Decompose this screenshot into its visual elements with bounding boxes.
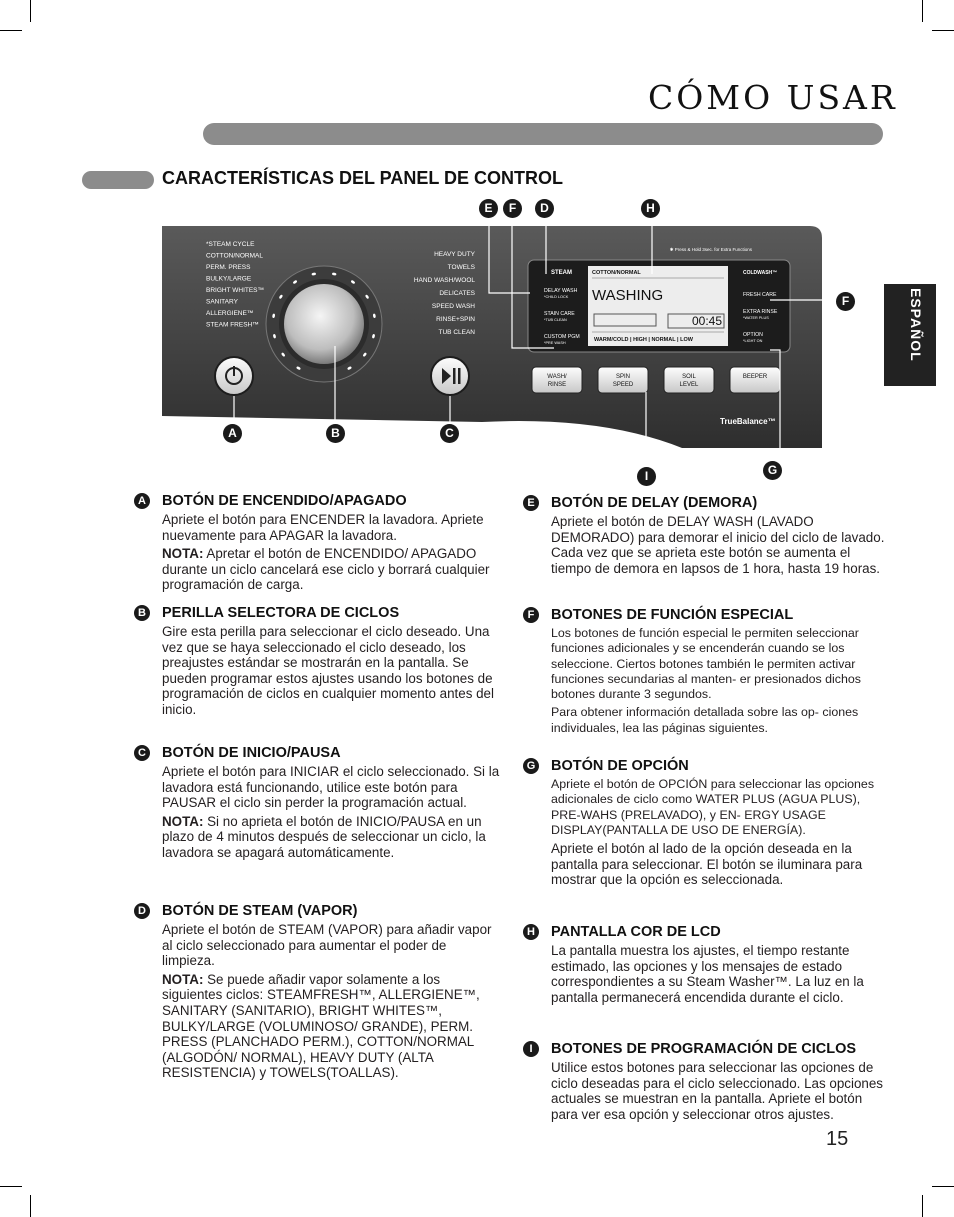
callout-i: I xyxy=(637,467,656,486)
callout-c: C xyxy=(440,424,459,443)
item-heading: BOTÓN DE STEAM (VAPOR) xyxy=(162,903,358,919)
item-letter-badge: A xyxy=(134,493,150,509)
callout-a: A xyxy=(223,424,242,443)
callout-f-top: F xyxy=(503,199,522,218)
svg-text:00:45: 00:45 xyxy=(692,314,723,328)
item-f xyxy=(527,607,891,739)
item-letter-badge: H xyxy=(523,924,539,940)
item-h xyxy=(527,924,891,1008)
svg-text:DELAY WASH*CHILD LOCKSTAIN CAR: DELAY WASH *CHILD LOCK STAIN CARE *TUB CLEAN CUSTOM PGM *PRE WASH xyxy=(544,288,580,345)
svg-text:TrueBalance™: TrueBalance™ xyxy=(720,417,776,426)
svg-text:FRESH CAREEXTRA RINSE*WATER PL: FRESH CARE EXTRA RINSE *WATER PLUS OPTION *LIGHT ON xyxy=(743,292,778,343)
svg-text:WASHING: WASHING xyxy=(592,287,664,304)
item-heading: BOTONES DE PROGRAMACIÓN DE CICLOS xyxy=(551,1041,857,1057)
item-heading: BOTONES DE FUNCIÓN ESPECIAL xyxy=(551,607,794,623)
item-paragraph: Apriete el botón al lado de la opción deseada en la pantalla para seleccionar. El botón se iluminara para mostrar que la opción es seleccionada. xyxy=(551,841,863,888)
page-title: CÓMO USAR xyxy=(648,78,898,117)
section-title: CARACTERÍSTICAS DEL PANEL DE CONTROL xyxy=(162,168,564,188)
item-heading: BOTÓN DE INICIO/PAUSA xyxy=(162,745,341,761)
item-letter-badge: E xyxy=(523,495,539,511)
callout-g: G xyxy=(763,461,782,480)
item-paragraph: Apriete el botón de OPCIÓN para seleccionar las opciones adicionales de ciclo como WATER PLUS (AGUA PLUS), PRE-WAHS (PRELAVADO), y EN- ERGY USAGE DISPLAY(PANTALLA DE USO DE ENERGÍA). xyxy=(551,777,875,837)
svg-text:COTTON/NORMAL: COTTON/NORMAL xyxy=(592,270,641,276)
item-letter-badge: G xyxy=(523,758,539,774)
item-a xyxy=(138,493,502,596)
header-bar xyxy=(203,123,883,145)
item-i xyxy=(529,1041,891,1125)
item-paragraph: NOTA: Apretar el botón de ENCENDIDO/ APAGADO durante un ciclo cancelará ese ciclo y borrará cualquier programación de carga. xyxy=(162,546,490,593)
item-heading: BOTÓN DE DELAY (DEMORA) xyxy=(551,495,758,511)
item-heading: PERILLA SELECTORA DE CICLOS xyxy=(162,605,400,621)
item-heading: BOTÓN DE OPCIÓN xyxy=(551,758,689,774)
svg-text:STEAM: STEAM xyxy=(551,270,572,276)
language-tab: ESPAÑOL xyxy=(884,284,936,386)
item-paragraph: Apriete el botón de STEAM (VAPOR) para añadir vapor al ciclo seleccionado para aumentar el poder de limpieza. xyxy=(162,922,492,969)
item-g xyxy=(526,758,891,891)
item-letter-badge: F xyxy=(523,607,539,623)
item-letter-badge: B xyxy=(134,605,150,621)
item-d xyxy=(138,903,502,1084)
svg-text:HEAVY DUTYTOWELSHAND WASH/WOOL: HEAVY DUTY TOWELS HAND WASH/WOOL DELICATES SPEED WASH RINSE+SPIN TUB CLEAN xyxy=(413,251,475,336)
item-paragraph: Gire esta perilla para seleccionar el ciclo deseado. Una vez que se haya seleccionado el ciclo deseado, los preajustes estándar se mostrarán en la pantalla. Se pueden programar estos ajustes usando los botones de programación de ciclos en cualquier momento antes del inicio. xyxy=(162,624,494,717)
item-paragraph: Apriete el botón de DELAY WASH (LAVADO DEMORADO) para demorar el inicio del ciclo de lavado. Cada vez que se aprieta este botón se aumenta el tiempo de demora en lapsos de 1 hora, hasta 19 horas. xyxy=(551,514,885,576)
item-letter-badge: D xyxy=(134,903,150,919)
section-pill xyxy=(82,171,154,189)
item-paragraph: Apriete el botón para INICIAR el ciclo seleccionado. Si la lavadora está funcionando, utilice este botón para PAUSAR el ciclo sin perder la programación actual. xyxy=(162,764,500,811)
item-paragraph: Apriete el botón para ENCENDER la lavadora. Apriete nuevamente para APAGAR la lavadora. xyxy=(162,512,484,543)
callout-e: E xyxy=(479,199,498,218)
item-paragraph: Los botones de función especial le permiten seleccionar funciones adicionales y se encenderán cuando se los seleccione. Ciertos botones también le permiten activar funciones secundarias al manten- er presionados dichos botones durante 3 segundos. xyxy=(551,626,861,702)
item-paragraph: La pantalla muestra los ajustes, el tiempo restante estimado, las opciones y los mensajes de estado correspondientes a su Steam Washer™. La luz en la pantalla permanecerá encendida durante el ciclo. xyxy=(551,943,864,1005)
svg-text:*STEAM CYCLECOTTON/NORMALPERM.: *STEAM CYCLE COTTON/NORMAL PERM. PRESS BULKY/LARGE BRIGHT WHITES™ SANITARY ALLERGIENE™ STEAM FRESH™ xyxy=(206,241,265,329)
item-letter-badge: I xyxy=(523,1041,539,1057)
svg-text:WASH/RINSESPINSPEEDSOILLEVELBE: WASH/ RINSESPIN SPEEDSOIL LEVELBEEPER xyxy=(547,374,768,388)
svg-text:COLDWASH™: COLDWASH™ xyxy=(743,270,778,276)
item-paragraph: NOTA: Si no aprieta el botón de INICIO/PAUSA en un plazo de 4 minutos después de seleccionar un ciclo, la lavadora se apagará automáticamente. xyxy=(162,813,486,860)
callout-h: H xyxy=(641,199,660,218)
item-b xyxy=(138,605,502,721)
item-c xyxy=(138,745,502,864)
control-panel-illustration xyxy=(162,226,822,448)
item-letter-badge: C xyxy=(134,745,150,761)
item-heading: BOTÓN DE ENCENDIDO/APAGADO xyxy=(162,493,407,509)
item-e xyxy=(527,495,891,579)
callout-b: B xyxy=(326,424,345,443)
callout-d: D xyxy=(535,199,554,218)
item-paragraph: Utilice estos botones para seleccionar las opciones de ciclo deseadas para el ciclo seleccionado. Las opciones actuales se muestran en la pantalla. Apriete el botón para ver esa opción y seleccionar otros ajustes. xyxy=(551,1060,883,1122)
svg-text:✱ Press & Hold 3sec. for Extra: ✱ Press & Hold 3sec. for Extra Functions xyxy=(669,247,752,252)
item-heading: PANTALLA COR DE LCD xyxy=(551,924,721,940)
item-paragraph: Para obtener información detallada sobre las op- ciones individuales, lea las páginas siguientes. xyxy=(551,705,859,735)
page-number: 15 xyxy=(826,1128,849,1150)
item-paragraph: NOTA: Se puede añadir vapor solamente a los siguientes ciclos: STEAMFRESH™, ALLERGIENE™, SANITARY (SANITARIO), BRIGHT WHITES™, BULKY/LARGE (VOLUMINOSO/ GRANDE), PERM. PRESS (PLANCHADO PERM.), COTTON/NORMAL (ALGODÓN/ NORMAL), HEAVY DUTY (ALTA RESISTENCIA) y TOWELS(TOALLAS). xyxy=(162,971,480,1081)
svg-text:WARM/COLD | HIGH | NORMAL: WARM/COLD | HIGH | NORMAL | LOW xyxy=(594,337,693,343)
callout-f-right: F xyxy=(836,292,855,311)
